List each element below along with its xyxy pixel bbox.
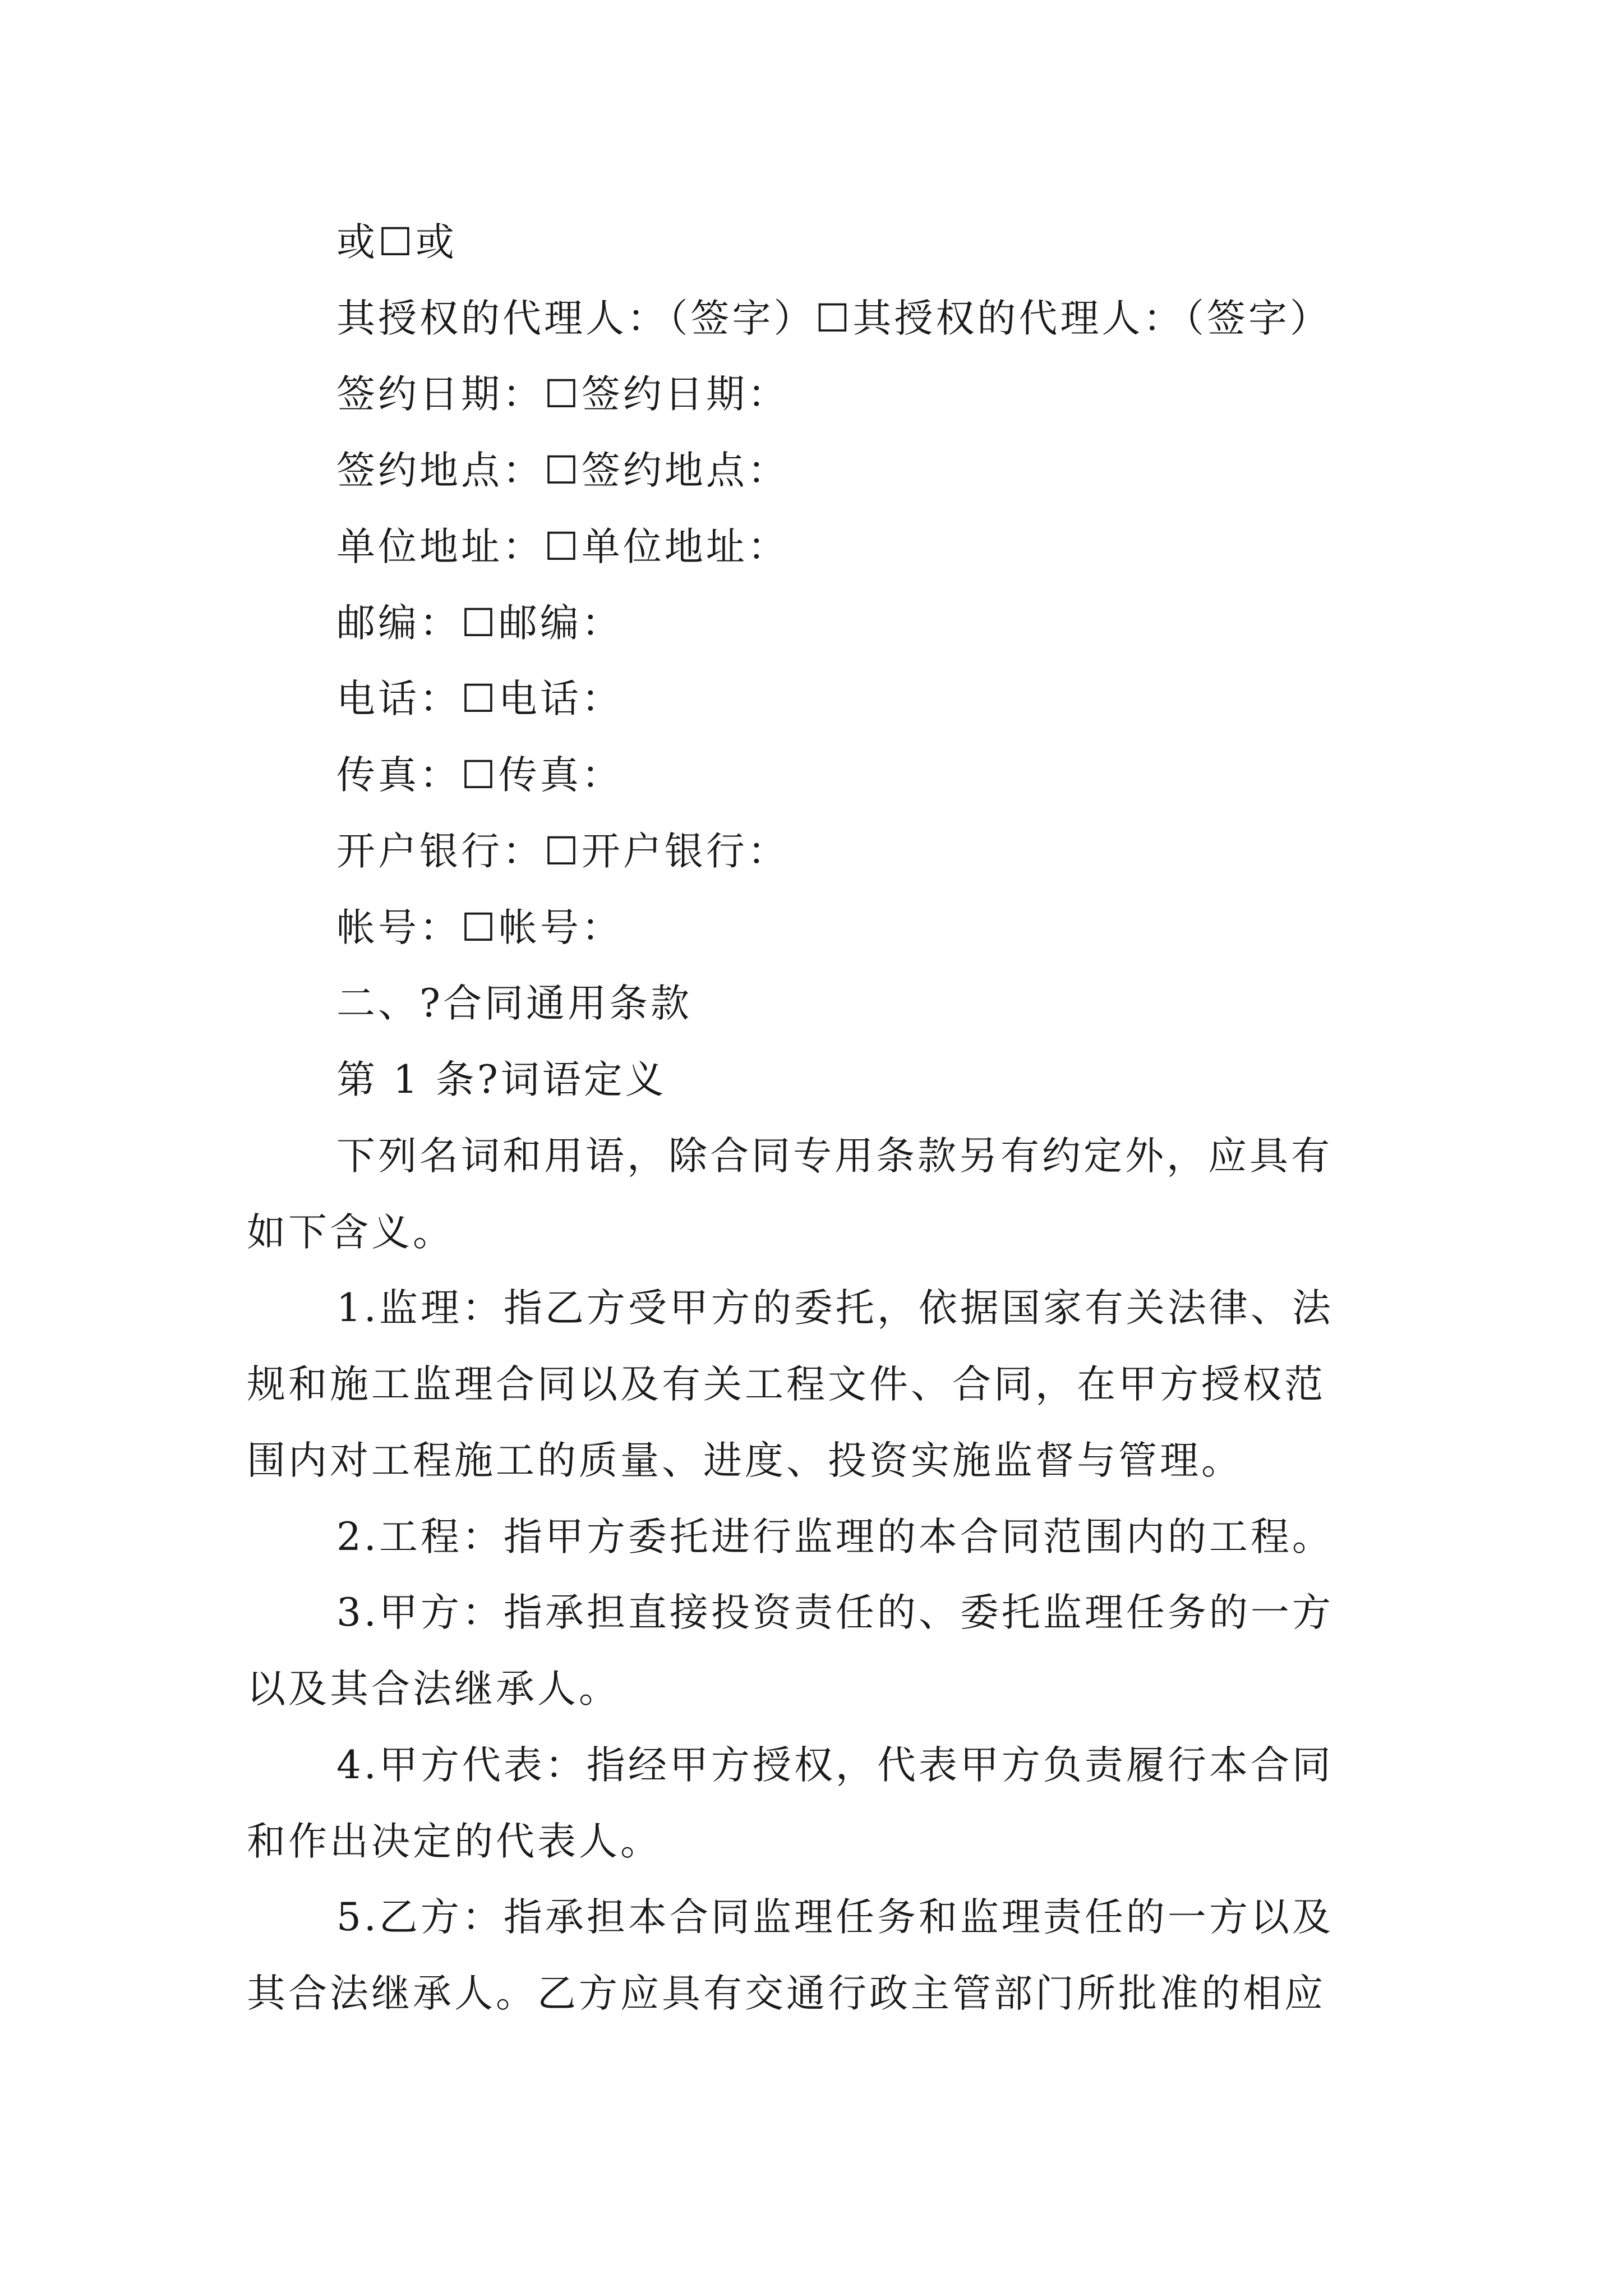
paragraph-line: 如下含义。 — [247, 1210, 454, 1255]
text-line: 或☐或 — [336, 220, 457, 265]
text-line: 签约地点：☐签约地点： — [336, 448, 789, 493]
paragraph-line: 规和施工监理合同以及有关工程文件、合同，在甲方授权范 — [247, 1362, 1326, 1407]
text-line: 电话：☐电话： — [336, 677, 623, 721]
paragraph-line: 1.监理：指乙方受甲方的委托，依据国家有关法律、法 — [336, 1286, 1334, 1331]
paragraph-line: 4.甲方代表：指经甲方授权，代表甲方负责履行本合同 — [336, 1743, 1334, 1788]
paragraph-line: 以及其合法继承人。 — [247, 1667, 620, 1711]
text-line: 开户银行：☐开户银行： — [336, 829, 789, 874]
text-line: 邮编：☐邮编： — [336, 601, 623, 646]
paragraph-line: 下列名词和用语，除合同专用条款另有约定外，应具有 — [336, 1134, 1332, 1179]
paragraph-line: 围内对工程施工的质量、进度、投资实施监督与管理。 — [247, 1438, 1243, 1483]
paragraph-line: 和作出决定的代表人。 — [247, 1819, 662, 1864]
text-line: 其授权的代理人：（签字）☐其授权的代理人：（签字） — [336, 296, 1331, 341]
text-line: 传真：☐传真： — [336, 753, 623, 798]
article-heading: 第 1 条?词语定义 — [336, 1057, 667, 1102]
paragraph-line: 2.工程：指甲方委托进行监理的本合同范围内的工程。 — [336, 1515, 1334, 1559]
paragraph-line: 其合法继承人。乙方应具有交通行政主管部门所批准的相应 — [247, 1971, 1326, 2016]
text-line: 帐号：☐帐号： — [336, 905, 623, 950]
section-heading: 二、?合同通用条款 — [336, 981, 692, 1026]
paragraph-line: 3.甲方：指承担直接投资责任的、委托监理任务的一方 — [336, 1590, 1334, 1635]
text-line: 单位地址：☐单位地址： — [336, 524, 789, 569]
paragraph-line: 5.乙方：指承担本合同监理任务和监理责任的一方以及 — [336, 1895, 1334, 1940]
text-line: 签约日期：☐签约日期： — [336, 372, 789, 417]
